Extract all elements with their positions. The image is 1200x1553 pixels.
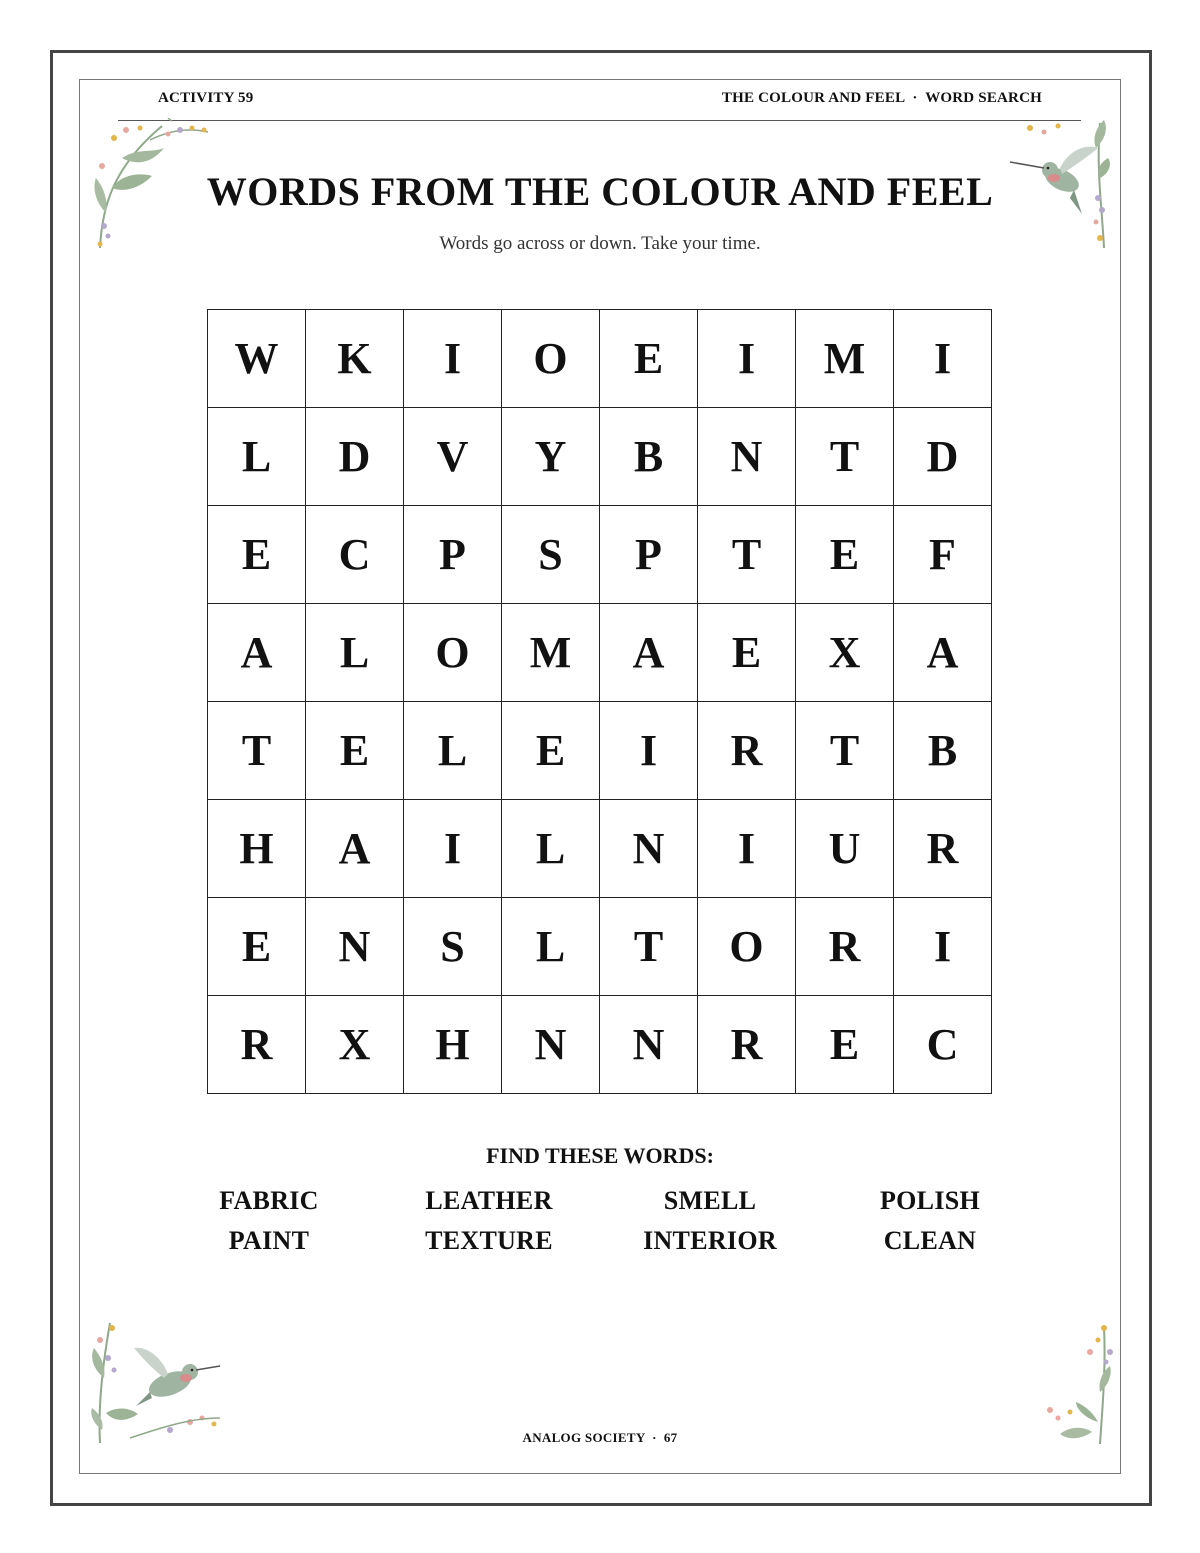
grid-cell: I: [698, 310, 796, 408]
grid-cell: C: [894, 996, 992, 1094]
grid-cell: U: [796, 800, 894, 898]
grid-cell: I: [894, 310, 992, 408]
grid-cell: A: [600, 604, 698, 702]
grid-cell: N: [600, 800, 698, 898]
grid-cell: N: [502, 996, 600, 1094]
word-item: TEXTURE: [425, 1226, 553, 1255]
grid-cell: R: [894, 800, 992, 898]
grid-cell: B: [894, 702, 992, 800]
word-search-grid: [207, 309, 992, 1094]
grid-cell: A: [894, 604, 992, 702]
grid-cell: E: [796, 996, 894, 1094]
grid-cell: R: [796, 898, 894, 996]
grid-cell: L: [208, 408, 306, 506]
grid-cell: T: [796, 408, 894, 506]
grid-cell: R: [208, 996, 306, 1094]
grid-cell: P: [404, 506, 502, 604]
grid-cell: K: [306, 310, 404, 408]
word-item: LEATHER: [425, 1186, 553, 1215]
grid-cell: L: [502, 800, 600, 898]
page-subtitle: Words go across or down. Take your time.: [439, 233, 761, 254]
word-item: POLISH: [879, 1186, 981, 1215]
grid-cell: D: [306, 408, 404, 506]
grid-cell: P: [600, 506, 698, 604]
page-title: WORDS FROM THE COLOUR AND FEEL: [206, 169, 994, 214]
grid-cell: I: [894, 898, 992, 996]
word-item: SMELL: [663, 1186, 757, 1215]
grid-cell: S: [502, 506, 600, 604]
grid-cell: S: [404, 898, 502, 996]
hummingbird-floral-icon: [90, 1318, 230, 1446]
grid-cell: E: [208, 506, 306, 604]
grid-cell: E: [698, 604, 796, 702]
grid-cell: E: [796, 506, 894, 604]
grid-cell: M: [502, 604, 600, 702]
grid-cell: T: [698, 506, 796, 604]
grid-cell: E: [208, 898, 306, 996]
section-label: THE COLOUR AND FEEL · WORD SEARCH: [721, 90, 1042, 106]
grid-cell: T: [208, 702, 306, 800]
grid-cell: M: [796, 310, 894, 408]
page-header: [158, 90, 1042, 112]
grid-cell: A: [306, 800, 404, 898]
grid-cell: N: [698, 408, 796, 506]
grid-cell: O: [404, 604, 502, 702]
grid-cell: I: [404, 800, 502, 898]
grid-cell: L: [502, 898, 600, 996]
word-item: INTERIOR: [643, 1226, 777, 1255]
grid-cell: X: [796, 604, 894, 702]
grid-cell: E: [600, 310, 698, 408]
grid-cell: D: [894, 408, 992, 506]
grid-cell: R: [698, 702, 796, 800]
grid-cell: W: [208, 310, 306, 408]
floral-sprig-icon: [1040, 1322, 1114, 1447]
grid-cell: I: [698, 800, 796, 898]
activity-label: ACTIVITY 59: [158, 90, 254, 106]
grid-cell: C: [306, 506, 404, 604]
grid-cell: E: [306, 702, 404, 800]
grid-cell: R: [698, 996, 796, 1094]
grid-cell: L: [306, 604, 404, 702]
grid-cell: N: [306, 898, 404, 996]
grid-cell: Y: [502, 408, 600, 506]
grid-cell: H: [208, 800, 306, 898]
grid-cell: B: [600, 408, 698, 506]
word-item: CLEAN: [883, 1226, 977, 1255]
word-item: PAINT: [228, 1226, 310, 1255]
grid-cell: E: [502, 702, 600, 800]
grid-cell: O: [698, 898, 796, 996]
grid-cell: T: [796, 702, 894, 800]
floral-sprig-icon: [150, 120, 210, 150]
grid-cell: V: [404, 408, 502, 506]
grid-cell: T: [600, 898, 698, 996]
header-divider: [118, 120, 1081, 121]
grid-cell: L: [404, 702, 502, 800]
grid-cell: N: [600, 996, 698, 1094]
page-footer: ANALOG SOCIETY · 67: [522, 1430, 678, 1445]
grid-cell: A: [208, 604, 306, 702]
grid-cell: I: [404, 310, 502, 408]
grid-cell: F: [894, 506, 992, 604]
grid-cell: I: [600, 702, 698, 800]
grid-cell: H: [404, 996, 502, 1094]
word-item: FABRIC: [219, 1186, 319, 1215]
grid-cell: O: [502, 310, 600, 408]
word-list-title: FIND THESE WORDS:: [486, 1143, 714, 1168]
grid-cell: X: [306, 996, 404, 1094]
